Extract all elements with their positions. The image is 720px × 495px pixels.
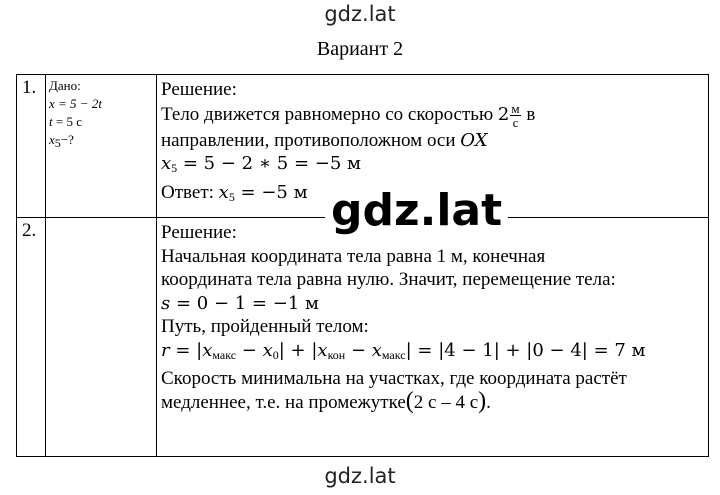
math-var: x [262, 339, 273, 361]
text: медленнее, т.е. на промежутке [161, 391, 406, 413]
given-equation-1: x = 5 − 2t [49, 96, 102, 111]
given-equation-3 [49, 131, 156, 152]
fraction-numerator: м [511, 100, 520, 116]
task-number-cell [17, 75, 46, 218]
watermark-bottom: gdz.lat [324, 464, 396, 488]
math-sub: 5 [171, 161, 178, 175]
task-number: 2. [22, 220, 37, 241]
given-var: x [49, 132, 55, 147]
watermark-top: gdz.lat [324, 2, 396, 26]
math-op: − [236, 339, 263, 361]
text: . [486, 391, 491, 413]
math-var: x [317, 339, 328, 361]
solution-line: координата тела равна нулю. Значит, перемещение тела: [161, 269, 616, 290]
solution-line [161, 129, 704, 153]
axis-label: OX [460, 129, 488, 151]
task-number: 1. [22, 77, 37, 98]
solution-line: Скорость минимальна на участках, где координата растёт [161, 368, 627, 389]
solution-line [161, 339, 704, 368]
math-sub: макс [381, 347, 406, 362]
given-sub: 5 [54, 136, 61, 150]
math-var: x [218, 181, 229, 203]
answer-label: Ответ: [161, 181, 219, 203]
math-op: − [345, 339, 372, 361]
given-unknown: −? [60, 132, 74, 147]
given-block [46, 75, 156, 152]
text: Тело движется равномерно со скоростью [161, 103, 498, 125]
task-row-2 [17, 218, 709, 457]
speed-value: 2 [497, 103, 510, 125]
math-sub: 0 [272, 347, 279, 362]
solution-table [16, 74, 709, 457]
math-var: r [161, 339, 170, 361]
solution-line: Начальная координата тела равна 1 м, конечная [161, 245, 546, 267]
given-var: t [49, 114, 53, 129]
math-op: = | [169, 339, 203, 361]
watermark-middle: gdz.lat [325, 186, 508, 236]
math-sub: макс [212, 347, 237, 362]
math-var: s [161, 292, 171, 314]
math-var: x [161, 153, 172, 174]
time-range: 2 с – 4 с [413, 391, 479, 413]
task-number-cell [17, 218, 46, 457]
paren-open: ( [405, 387, 414, 414]
text: в [521, 103, 536, 125]
given-value: = 5 с [52, 114, 82, 129]
solution-heading: Решение: [161, 222, 237, 243]
math-sub: кон [327, 347, 346, 362]
solution-line [161, 292, 704, 316]
fraction-denominator: с [512, 114, 519, 130]
math-var: x [371, 339, 382, 361]
given-cell [46, 218, 157, 457]
math-sub: 5 [228, 189, 235, 204]
given-title: Дано: [49, 78, 81, 93]
math-expression: = 0 − 1 = −1 м [170, 292, 319, 314]
solution-heading: Решение: [161, 79, 237, 100]
variant-title: Вариант 2 [316, 38, 404, 60]
math-expression: = 5 − 2 ∗ 5 = −5 м [177, 153, 362, 174]
math-var: x [202, 339, 213, 361]
math-op: | + | [278, 339, 318, 361]
solution-cell [157, 218, 709, 457]
solution-line [161, 152, 704, 181]
solution-line: Путь, пройденный телом: [161, 316, 369, 337]
solution-line [161, 102, 704, 129]
unit-fraction [510, 102, 520, 129]
text: направлении, противоположном оси [161, 129, 461, 151]
solution-block [157, 218, 708, 422]
given-equation-2 [49, 113, 156, 131]
paren-close: ) [478, 387, 487, 414]
given-cell [46, 75, 157, 218]
math-expression: | = |4 − 1| + |0 − 4| = 7 м [405, 339, 646, 361]
solution-line [161, 387, 704, 415]
math-expression: = −5 м [234, 181, 308, 203]
